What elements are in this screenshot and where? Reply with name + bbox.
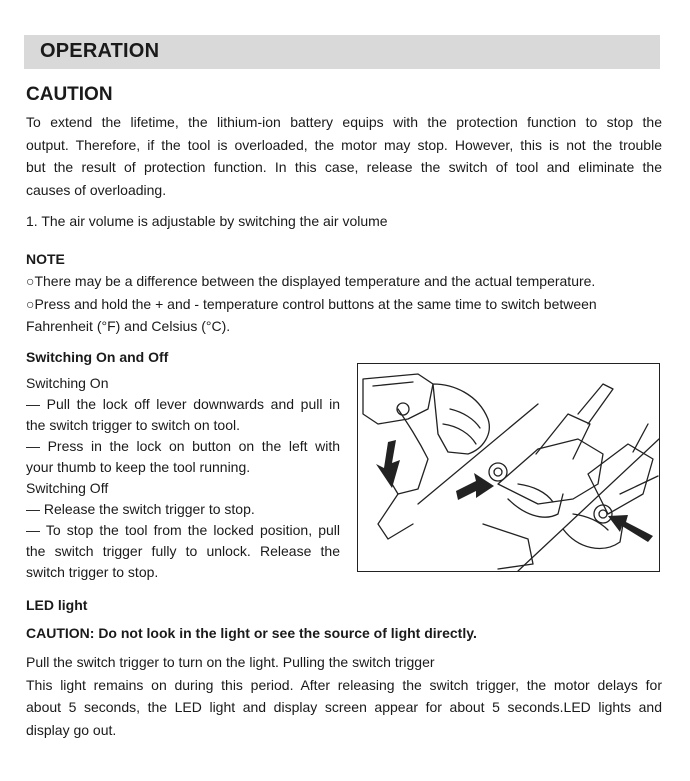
- push-arrow-icon: [608, 515, 653, 542]
- led-heading: LED light: [26, 597, 88, 613]
- note-heading: NOTE: [26, 251, 65, 267]
- led-line: about 5 seconds, the LED light and display screen appear for about 5 seconds.LED lights and: [26, 699, 662, 715]
- section-title: OPERATION: [40, 40, 160, 62]
- switching-line: — Pull the lock off lever downwards and pull in: [26, 396, 340, 412]
- note-line: ○There may be a difference between the displayed temperature and the actual temperature.: [26, 273, 596, 289]
- led-caution: CAUTION: Do not look in the light or see the source of light directly.: [26, 625, 477, 641]
- note-paragraph: [26, 270, 662, 338]
- caution-line: output. Therefore, if the tool is overloaded, the motor may stop. However, this is not the trouble: [26, 136, 662, 153]
- note-line: Fahrenheit (°F) and Celsius (°C).: [26, 318, 231, 334]
- switching-line: Switching Off: [26, 480, 109, 496]
- push-arrow-icon: [456, 473, 494, 500]
- switching-instructions: [26, 373, 340, 583]
- down-arrow-icon: [376, 440, 400, 488]
- switching-line: the switch trigger to switch on tool.: [26, 417, 240, 433]
- panel-divider: [518, 439, 659, 571]
- led-line: Pull the switch trigger to turn on the light. Pulling the switch trigger: [26, 654, 435, 670]
- switching-heading: Switching On and Off: [26, 349, 169, 365]
- switching-line: switch trigger to stop.: [26, 564, 159, 580]
- section-header-bar: [24, 35, 660, 69]
- led-line: display go out.: [26, 721, 117, 738]
- tool-body-outline: [363, 374, 433, 424]
- switch-illustration: [357, 363, 660, 572]
- switching-line: — Press in the lock on button on the left with: [26, 438, 340, 454]
- caution-line: causes of overloading.: [26, 181, 167, 198]
- hand-outline: [433, 384, 489, 454]
- hand-outline: [563, 524, 623, 548]
- tool-body-outline: [498, 439, 603, 504]
- tool-line-drawing: [358, 364, 659, 571]
- caution-line: To extend the lifetime, the lithium-ion battery equips with the protection function to stop the: [26, 114, 662, 130]
- switching-line: — Release the switch trigger to stop.: [26, 501, 255, 517]
- caution-line: but the result of protection function. In this case, release the switch of tool and eliminate the: [26, 159, 662, 175]
- caution-heading: CAUTION: [26, 84, 113, 105]
- caution-paragraph: [26, 111, 662, 201]
- hand-outline: [508, 494, 563, 517]
- switching-line: your thumb to keep the tool running.: [26, 459, 251, 475]
- switching-line: the switch trigger fully to unlock. Release the: [26, 543, 340, 559]
- step-1-text: 1. The air volume is adjustable by switching the air volume: [26, 213, 388, 229]
- led-line: This light remains on during this period. After releasing the switch trigger, the motor delays for: [26, 676, 662, 693]
- switching-line: — To stop the tool from the locked position, pull: [26, 522, 340, 538]
- led-paragraph: [26, 651, 662, 741]
- note-line: ○Press and hold the + and - temperature control buttons at the same time to switch between: [26, 295, 597, 312]
- switching-line: Switching On: [26, 375, 109, 391]
